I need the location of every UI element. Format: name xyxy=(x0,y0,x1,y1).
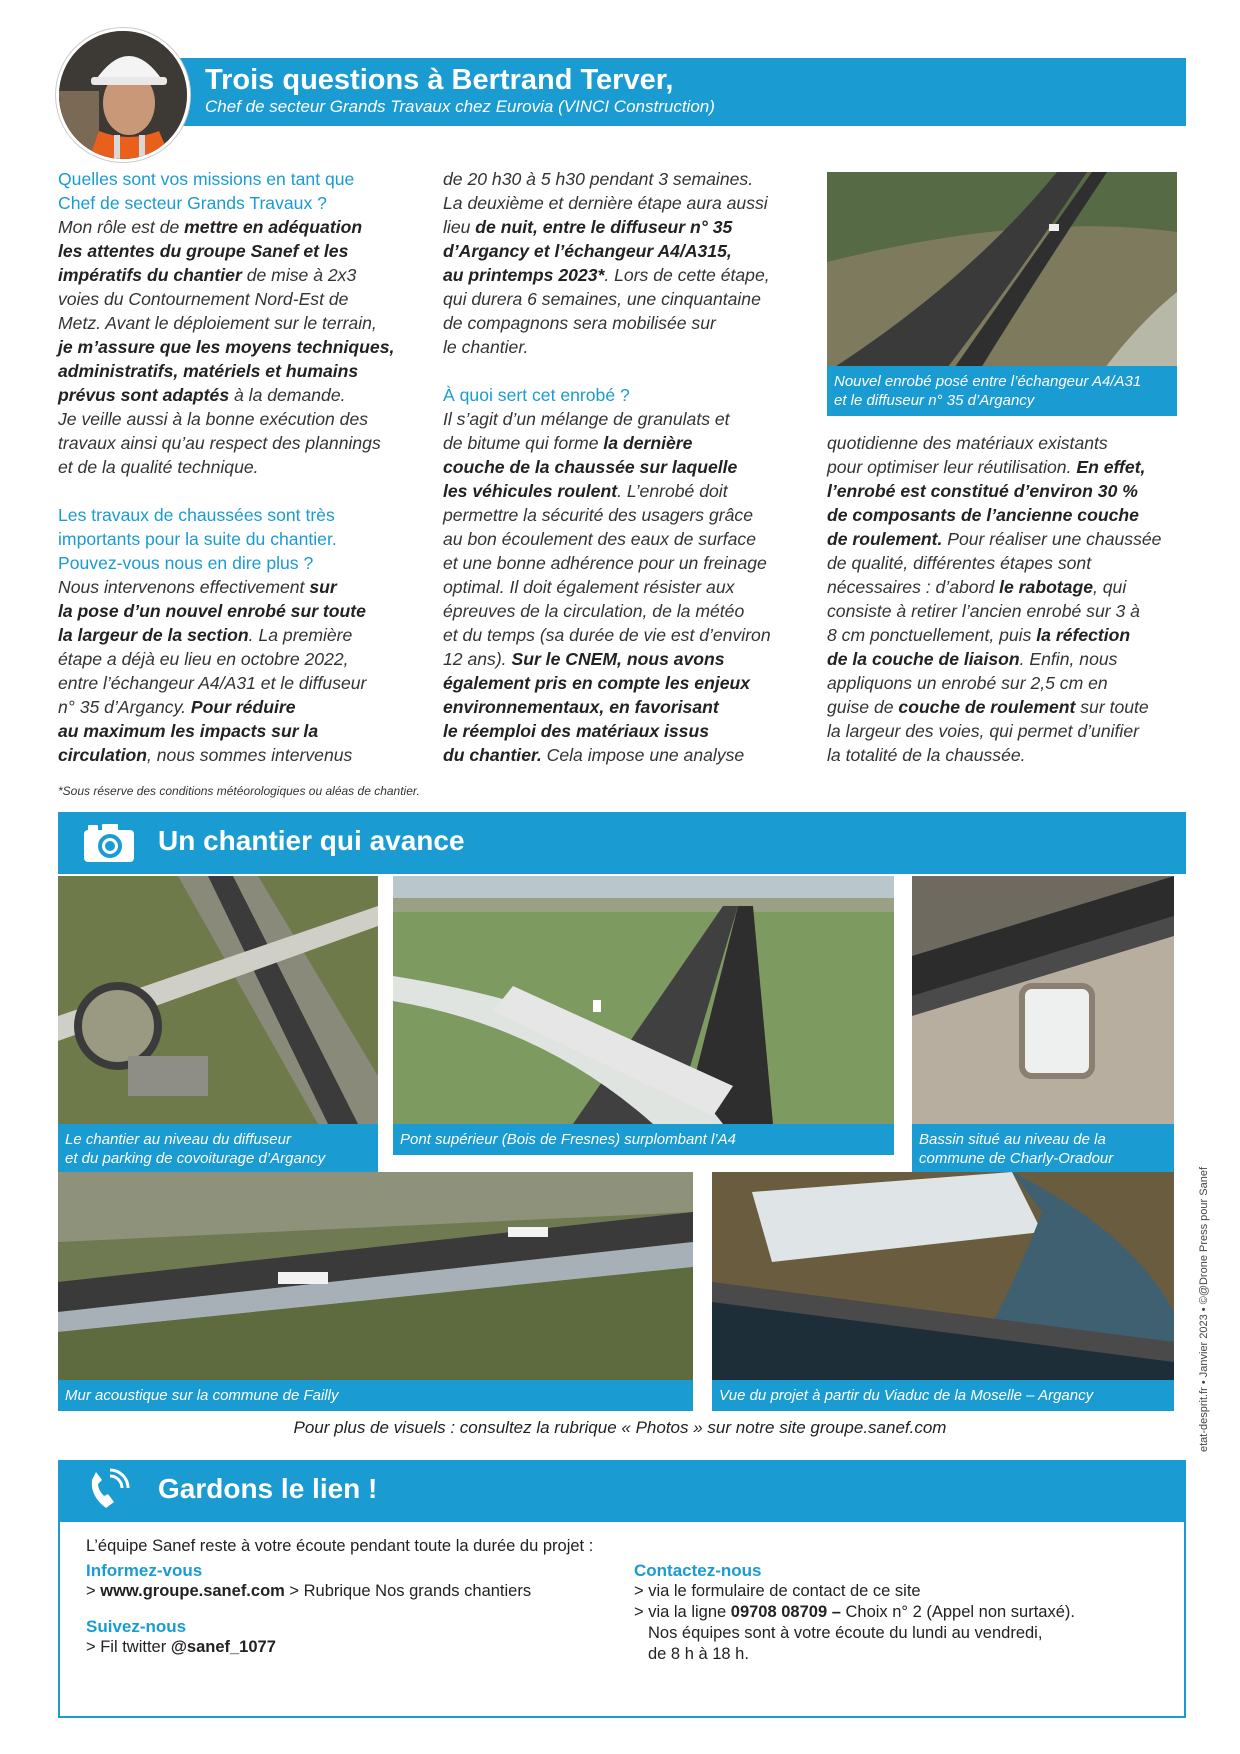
answer-1 xyxy=(58,215,394,479)
inform-heading: Informez-vous xyxy=(86,1561,203,1580)
contact-intro: L’équipe Sanef reste à votre écoute pendant toute la durée du projet : xyxy=(86,1537,594,1555)
contact-title: Gardons le lien ! xyxy=(158,1473,378,1504)
caption-line: Nouvel enrobé posé entre l’échangeur A4/A31 xyxy=(834,373,1142,390)
question-line: Quelles sont vos missions en tant que xyxy=(58,169,355,189)
text-line: la totalité de la chaussée. xyxy=(827,745,1026,765)
text-line: n° 35 d’Argancy. Pour réduire xyxy=(58,697,296,717)
text-line: les véhicules roulent. L’enrobé doit xyxy=(443,481,728,501)
text-line: les attentes du groupe Sanef et les xyxy=(58,241,349,261)
text-line: Nous intervenons effectivement sur xyxy=(58,577,337,597)
text-line: lieu de nuit, entre le diffuseur n° 35 xyxy=(443,217,733,237)
photo-pont-bois-de-fresnes xyxy=(393,876,894,1124)
text-line: et une bonne adhérence pour un freinage xyxy=(443,553,767,573)
follow-heading: Suivez-nous xyxy=(86,1617,187,1636)
footnote: *Sous réserve des conditions météorologiques ou aléas de chantier. xyxy=(58,784,420,798)
text-line: Je veille aussi à la bonne exécution des xyxy=(58,409,369,429)
text-line: pour optimiser leur réutilisation. En effet, xyxy=(827,457,1146,477)
caption-bassin-charly-oradour xyxy=(912,1124,1174,1174)
side-credit: etat-desprit.fr • Janvier 2023 • ©@Drone Press pour Sanef xyxy=(1198,1167,1210,1452)
caption-line: Le chantier au niveau du diffuseur xyxy=(65,1131,291,1148)
question-line: Les travaux de chaussées sont très xyxy=(58,505,335,525)
phone-icon xyxy=(84,1466,132,1514)
caption-mur-acoustique-failly xyxy=(58,1380,693,1411)
text-line: de la couche de liaison. Enfin, nous xyxy=(827,649,1118,669)
text-line: consiste à retirer l’ancien enrobé sur 3 à xyxy=(827,601,1140,621)
caption-diffuseur-argancy xyxy=(58,1124,378,1174)
question-1 xyxy=(58,167,394,215)
caption-line: Pont supérieur (Bois de Fresnes) surplombant l’A4 xyxy=(400,1131,736,1148)
text-line: et de la qualité technique. xyxy=(58,457,259,477)
page-subtitle: Chef de secteur Grands Travaux chez Eurovia (VINCI Construction) xyxy=(205,97,715,116)
text-line: qui durera 6 semaines, une cinquantaine xyxy=(443,289,761,309)
text-line: prévus sont adaptés à la demande. xyxy=(58,385,346,405)
question-line: À quoi sert cet enrobé ? xyxy=(443,385,630,405)
text-line: de composants de l’ancienne couche xyxy=(827,505,1139,525)
contact-form-line[interactable]: > via le formulaire de contact de ce site xyxy=(634,1582,921,1600)
portrait-photo xyxy=(56,28,190,162)
text-line: la largeur de la section. La première xyxy=(58,625,353,645)
text-line: épreuves de la circulation, de la météo xyxy=(443,601,745,621)
photo-diffuseur-argancy xyxy=(58,876,378,1124)
gallery-title: Un chantier qui avance xyxy=(158,825,465,856)
text-line: environnementaux, en favorisant xyxy=(443,697,719,717)
caption-new-asphalt xyxy=(827,366,1177,416)
page-title: Trois questions à Bertrand Terver, xyxy=(205,64,674,96)
text-line: étape a déjà eu lieu en octobre 2022, xyxy=(58,649,349,669)
column-3 xyxy=(827,431,1161,767)
text-line: administratifs, matériels et humains xyxy=(58,361,359,381)
text-line: de 20 h30 à 5 h30 pendant 3 semaines. xyxy=(443,169,754,189)
text-line: l’enrobé est constitué d’environ 30 % xyxy=(827,481,1138,501)
twitter-link[interactable]: @sanef_1077 xyxy=(170,1638,276,1656)
question-line: Pouvez-vous nous en dire plus ? xyxy=(58,553,314,573)
text-line: couche de la chaussée sur laquelle xyxy=(443,457,738,477)
question-line: importants pour la suite du chantier. xyxy=(58,529,337,549)
text-line: permettre la sécurité des usagers grâce xyxy=(443,505,753,525)
text-line: je m’assure que les moyens techniques, xyxy=(58,337,395,357)
question-2 xyxy=(58,503,394,575)
text-line: 12 ans). Sur le CNEM, nous avons xyxy=(443,649,725,669)
text-line: travaux ainsi qu’au respect des plannings xyxy=(58,433,381,453)
text-line: 8 cm ponctuellement, puis la réfection xyxy=(827,625,1131,645)
text-line: au bon écoulement des eaux de surface xyxy=(443,529,756,549)
text-line: également pris en compte les enjeux xyxy=(443,673,751,693)
caption-line: et du parking de covoiturage d’Argancy xyxy=(65,1150,326,1167)
text-line: au printemps 2023*. Lors de cette étape, xyxy=(443,265,770,285)
answer-3 xyxy=(443,407,771,767)
question-line: Chef de secteur Grands Travaux ? xyxy=(58,193,327,213)
website-link[interactable]: www.groupe.sanef.com xyxy=(100,1582,285,1600)
text-line: de compagnons sera mobilisée sur xyxy=(443,313,716,333)
column-1 xyxy=(58,167,394,767)
text-line: Mon rôle est de mettre en adéquation xyxy=(58,217,363,237)
text-line: d’Argancy et l’échangeur A4/A315, xyxy=(443,241,732,261)
text-line: nécessaires : d’abord le rabotage, qui xyxy=(827,577,1127,597)
text-line: quotidienne des matériaux existants xyxy=(827,433,1108,453)
answer-2-continued xyxy=(443,167,771,359)
camera-icon xyxy=(82,822,136,864)
text-line: Metz. Avant le déploiement sur le terrain, xyxy=(58,313,377,333)
caption-pont-bois-de-fresnes xyxy=(393,1124,894,1155)
text-line: le chantier. xyxy=(443,337,529,357)
caption-viaduc-moselle xyxy=(712,1380,1174,1411)
text-line: appliquons un enrobé sur 2,5 cm en xyxy=(827,673,1108,693)
text-line: voies du Contournement Nord-Est de xyxy=(58,289,349,309)
text-line: entre l’échangeur A4/A31 et le diffuseur xyxy=(58,673,367,693)
text-line: du chantier. Cela impose une analyse xyxy=(443,745,745,765)
text-line: Il s’agit d’un mélange de granulats et xyxy=(443,409,730,429)
text-line: impératifs du chantier de mise à 2x3 xyxy=(58,265,357,285)
answer-3-continued xyxy=(827,431,1161,767)
column-2 xyxy=(443,167,771,767)
caption-line: commune de Charly-Oradour xyxy=(919,1150,1114,1167)
caption-line: et le diffuseur n° 35 d’Argancy xyxy=(834,392,1035,409)
photo-mur-acoustique-failly xyxy=(58,1172,693,1380)
text-line: circulation, nous sommes intervenus xyxy=(58,745,353,765)
caption-line: Bassin situé au niveau de la xyxy=(919,1131,1106,1148)
text-line: au maximum les impacts sur la xyxy=(58,721,319,741)
photo-bassin-charly-oradour xyxy=(912,876,1174,1124)
text-line: la pose d’un nouvel enrobé sur toute xyxy=(58,601,366,621)
question-3 xyxy=(443,383,771,407)
text-line: optimal. Il doit également résister aux xyxy=(443,577,735,597)
text-line: de roulement. Pour réaliser une chaussée xyxy=(827,529,1162,549)
caption-line: Vue du projet à partir du Viaduc de la Moselle – Argancy xyxy=(719,1387,1094,1404)
more-photos-text: Pour plus de visuels : consultez la rubrique « Photos » sur notre site groupe.sanef.com xyxy=(293,1418,947,1437)
text-line: la largeur des voies, qui permet d’unifier xyxy=(827,721,1139,741)
text-line: le réemploi des matériaux issus xyxy=(443,721,709,741)
caption-line: Mur acoustique sur la commune de Failly xyxy=(65,1387,339,1404)
text-line: et du temps (sa durée de vie est d’environ xyxy=(443,625,771,645)
text-line: de qualité, différentes étapes sont xyxy=(827,553,1092,573)
answer-2 xyxy=(58,575,394,767)
text-line: guise de couche de roulement sur toute xyxy=(827,697,1149,717)
contact-block: Contactez-nous > via le formulaire de contact de ce site > via la ligne 09708 08709 – Choix n° 2 (Appel non surtaxé). Nos équipes sont à votre écoute du lundi au vendredi, de 8 h à 18 h. xyxy=(634,1561,1075,1663)
text-line: La deuxième et dernière étape aura aussi xyxy=(443,193,768,213)
contact-heading: Contactez-nous xyxy=(634,1561,762,1580)
text-line: de bitume qui forme la dernière xyxy=(443,433,693,453)
phone-number[interactable]: 09708 08709 – xyxy=(730,1603,841,1621)
inform-block: Informez-vous > www.groupe.sanef.com > Rubrique Nos grands chantiers Suivez-nous > Fil twitter @sanef_1077 xyxy=(86,1561,532,1656)
photo-viaduc-moselle xyxy=(712,1172,1174,1380)
